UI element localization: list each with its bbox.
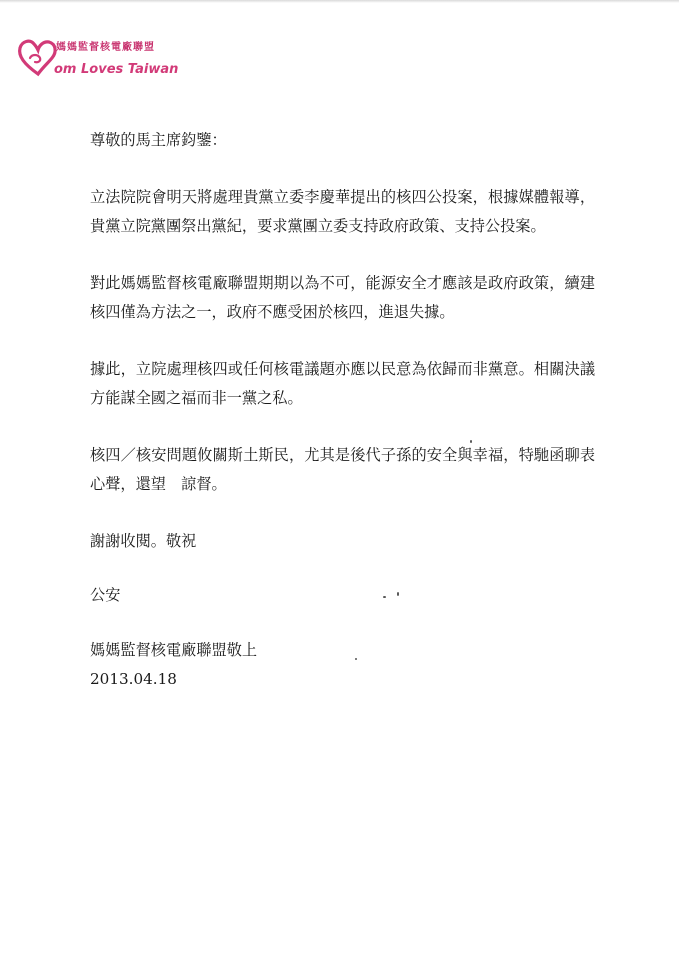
organization-logo	[16, 34, 179, 84]
scan-speck	[397, 592, 399, 596]
scan-edge	[0, 0, 679, 3]
scan-speck	[383, 596, 386, 598]
letter-body	[90, 126, 595, 694]
letter-paragraph-3: 據此，立院處理核四或任何核電議題亦應以民意為依歸而非黨意。相關決議方能謀全國之福而非一黨之私。	[90, 360, 595, 407]
letter-signature: 媽媽監督核電廠聯盟敬上	[90, 641, 258, 659]
letter-paragraph-2: 對此媽媽監督核電廠聯盟期期以為不可，能源安全才應該是政府政策，續建核四僅為方法之一，政府不應受困於核四，進退失據。	[90, 274, 595, 321]
logo-chinese-name: 媽媽監督核電廠聯盟	[56, 42, 155, 53]
letter-closing: 謝謝收閱。敬祝	[90, 532, 197, 550]
logo-english-name: om Loves Taiwan	[54, 62, 179, 77]
letter-paragraph-4: 核四／核安問題攸關斯土斯民，尤其是後代子孫的安全與幸福，特馳函聊表心聲，還望 諒督。	[90, 446, 595, 493]
letter-blessing: 公安	[90, 586, 121, 604]
scan-speck	[355, 658, 357, 660]
letter-paragraph-1: 立法院院會明天將處理貴黨立委李慶華提出的核四公投案，根據媒體報導，貴黨立院黨團祭出黨紀，要求黨團立委支持政府政策、支持公投案。	[90, 188, 595, 235]
scan-speck	[470, 440, 472, 443]
letter-salutation: 尊敬的馬主席鈞鑒：	[90, 131, 227, 149]
letter-date: 2013.04.18	[90, 670, 177, 688]
